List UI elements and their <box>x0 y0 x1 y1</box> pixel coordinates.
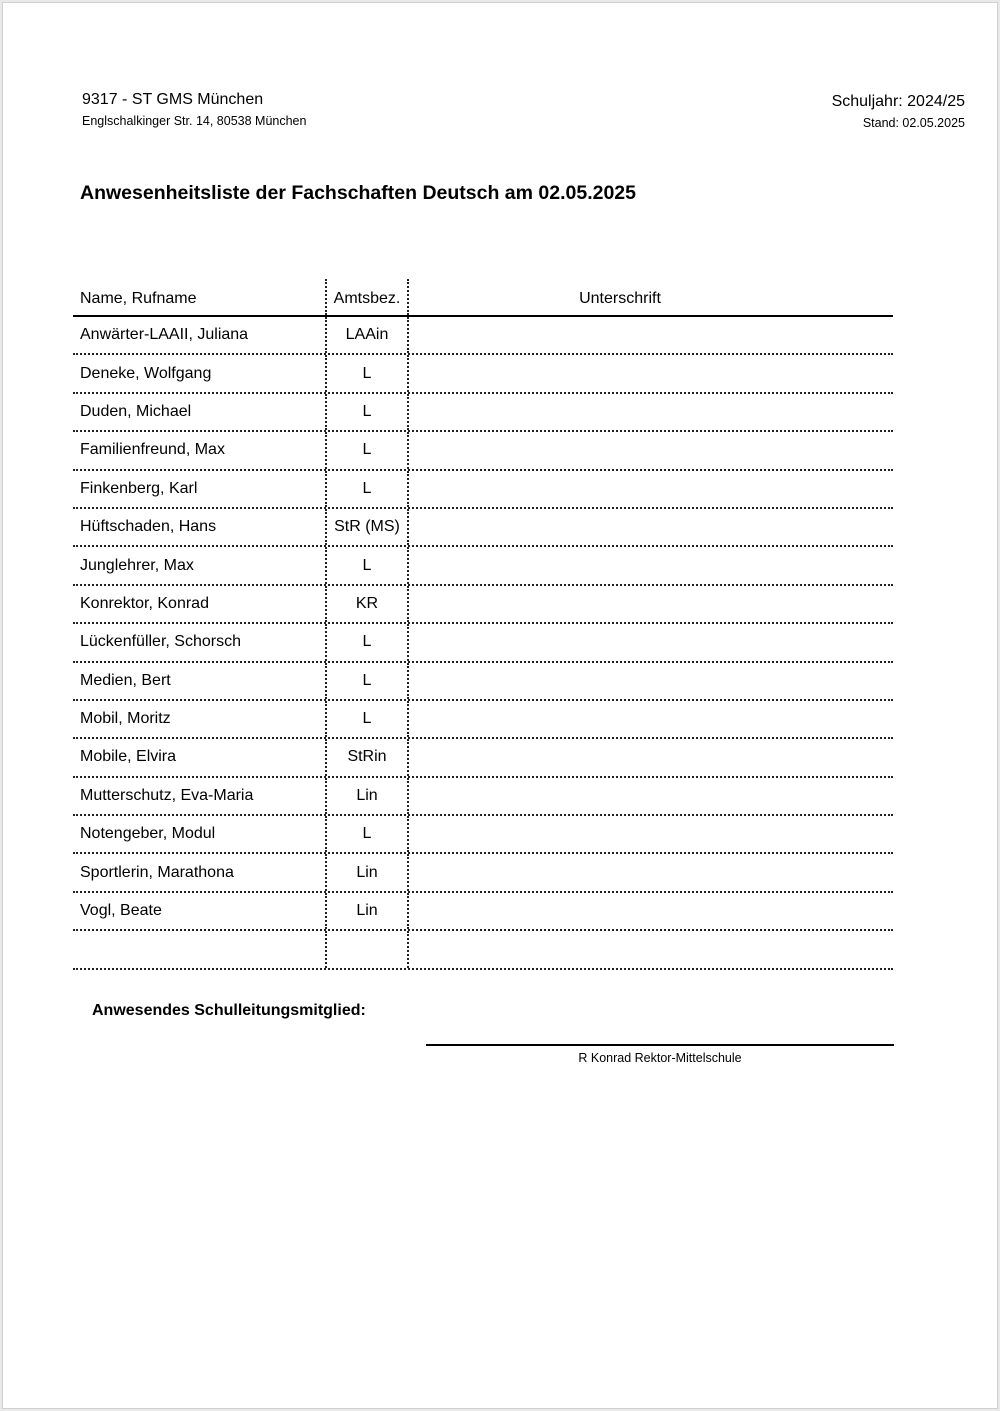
row-amtsbez: L <box>325 624 409 660</box>
row-name: Finkenberg, Karl <box>80 479 198 497</box>
row-signature-field[interactable] <box>409 816 893 852</box>
row-name: Anwärter-LAAII, Juliana <box>80 326 249 344</box>
document-page <box>2 2 998 1409</box>
row-amtsbez: Lin <box>325 778 409 814</box>
row-name: Familienfreund, Max <box>80 441 225 459</box>
row-signature-field[interactable] <box>409 394 893 430</box>
school-name: 9317 - ST GMS München <box>82 91 264 108</box>
row-amtsbez: StRin <box>325 739 409 775</box>
row-amtsbez: Lin <box>325 854 409 890</box>
row-amtsbez: L <box>325 432 409 468</box>
row-signature-field[interactable] <box>409 778 893 814</box>
column-header-signature: Unterschrift <box>579 289 661 307</box>
row-signature-field[interactable] <box>409 586 893 622</box>
signature-caption: R Konrad Rektor-Mittelschule <box>578 1051 742 1065</box>
row-name: Konrektor, Konrad <box>80 594 209 612</box>
row-name <box>73 931 325 967</box>
table-row <box>73 547 893 585</box>
row-amtsbez: L <box>325 471 409 507</box>
row-name: Medien, Bert <box>80 671 171 689</box>
row-amtsbez: KR <box>325 586 409 622</box>
table-row <box>73 509 893 547</box>
row-signature-field[interactable] <box>409 509 893 545</box>
stand-date: Stand: 02.05.2025 <box>862 116 965 130</box>
row-signature-field[interactable] <box>409 739 893 775</box>
table-row <box>73 394 893 432</box>
column-header-name: Name, Rufname <box>80 289 197 307</box>
row-signature-field[interactable] <box>409 471 893 507</box>
page-title: Anwesenheitsliste der Fachschaften Deutsch am 02.05.2025 <box>80 182 636 204</box>
table-row <box>73 432 893 470</box>
table-row <box>73 586 893 624</box>
table-row <box>73 701 893 739</box>
row-amtsbez: L <box>325 547 409 583</box>
row-signature-field[interactable] <box>409 663 893 699</box>
attendance-table <box>73 279 893 970</box>
row-signature-field[interactable] <box>409 547 893 583</box>
table-row <box>73 317 893 355</box>
row-signature-field[interactable] <box>409 854 893 890</box>
row-name: Duden, Michael <box>80 402 192 420</box>
row-signature-field[interactable] <box>409 317 893 353</box>
row-signature-field[interactable] <box>409 931 893 967</box>
row-name: Mobile, Elvira <box>80 748 177 766</box>
row-name: Vogl, Beate <box>80 902 162 920</box>
row-amtsbez <box>325 931 409 967</box>
row-name: Hüftschaden, Hans <box>80 518 217 536</box>
school-address: Englschalkinger Str. 14, 80538 München <box>82 114 307 128</box>
table-row <box>73 931 893 969</box>
row-amtsbez: L <box>325 816 409 852</box>
table-row <box>73 663 893 701</box>
row-signature-field[interactable] <box>409 355 893 391</box>
row-amtsbez: L <box>325 355 409 391</box>
signature-line <box>426 1044 894 1046</box>
row-signature-field[interactable] <box>409 432 893 468</box>
row-amtsbez: Lin <box>325 893 409 929</box>
table-row <box>73 778 893 816</box>
table-row <box>73 854 893 892</box>
row-signature-field[interactable] <box>409 893 893 929</box>
table-row <box>73 893 893 931</box>
row-name: Sportlerin, Marathona <box>80 863 234 881</box>
row-name: Notengeber, Modul <box>80 825 216 843</box>
row-amtsbez: L <box>325 701 409 737</box>
row-name: Mobil, Moritz <box>80 710 171 728</box>
table-row <box>73 739 893 777</box>
row-signature-field[interactable] <box>409 624 893 660</box>
leitung-label: Anwesendes Schulleitungsmitglied: <box>92 1002 366 1019</box>
table-row <box>73 816 893 854</box>
row-name: Deneke, Wolfgang <box>80 364 212 382</box>
row-amtsbez: StR (MS) <box>325 509 409 545</box>
table-body <box>73 317 893 970</box>
table-row <box>73 471 893 509</box>
row-name: Mutterschutz, Eva-Maria <box>80 786 254 804</box>
table-header-row <box>73 279 893 317</box>
row-amtsbez: L <box>325 663 409 699</box>
table-row <box>73 355 893 393</box>
row-amtsbez: L <box>325 394 409 430</box>
column-header-amtsbez: Amtsbez. <box>325 279 409 315</box>
row-signature-field[interactable] <box>409 701 893 737</box>
row-name: Lückenfüller, Schorsch <box>80 633 241 651</box>
row-name: Junglehrer, Max <box>80 556 194 574</box>
row-amtsbez: LAAin <box>325 317 409 353</box>
table-row <box>73 624 893 662</box>
school-year: Schuljahr: 2024/25 <box>831 93 965 110</box>
